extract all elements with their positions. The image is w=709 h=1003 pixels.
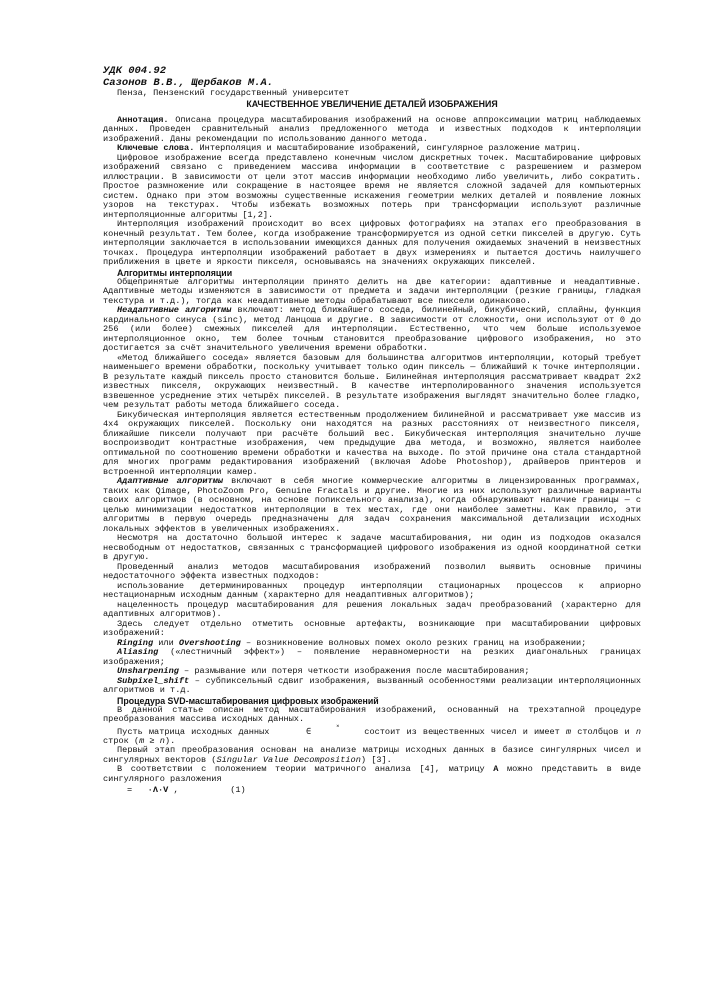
abstract-text: Описана процедура масштабирования изображений на основе аппроксимации матриц наблюдаемых данных. Проведен сравнительный анализ предложенного метода и известных подходов к интерполяции изображений. Даны рекомендации по использованию данного метода. [103,114,641,144]
body-paragraph: Пусть матрица исходных данных ∈ ˟ состоит из вещественных чисел и имеет m столбцов и n строк (m ≥ n). [103,724,641,746]
intro-paragraph: Интерполяция изображений происходит во всех цифровых фотографиях на этапах его преобразования в конечный результат. Тем более, когда изображение трансформируется из одной сетки пикселей в другую. Суть интерполяции заключается в использовании имеющихся данных для получения ожидаемых значений в неизвестных точках. Процедура интерполяции изображений работает в двух измерениях и пытается достичь наилучшего приближения в цвете и яркости пикселя, основываясь на значениях окружающих пикселей. [103,219,641,267]
body-paragraph: Проведенный анализ методов масштабирования изображений позволил выявить основные причины недостаточного эффекта известных подходов: [103,561,641,581]
equation-1: = ·Λ·V , (1) [127,785,246,796]
abstract-label: Аннотация. [117,114,169,125]
authors: Сазонов В.В., Щербаков М.А. [103,76,274,89]
body-paragraph: Здесь следует отдельно отметить основные артефакты, возникающие при масштабировании цифровых изображений: [103,618,641,638]
affiliation: Пенза, Пензенский государственный университет [117,88,350,98]
artifact-item: Aliasing («лестничный эффект») – появление неравномерности на резких диагональных границах изображения; [103,647,641,667]
list-item: нацеленность процедур масштабирования для решения локальных задач преобразований (характерно для адаптивных алгоритмов). [103,599,641,619]
artifact-item: Ringing или Overshooting – возникновение волновых помех около резких границ на изображении; [117,637,587,648]
term-adaptive: Адаптивные алгоритмы [117,476,224,486]
paper-page [103,66,641,796]
keywords-text: Интерполяция и масштабирование изображений, сингулярное разложение матриц. [194,143,582,153]
term-nonadaptive: Неадаптивные алгоритмы [117,305,232,315]
intro-paragraph: Цифровое изображение всегда представлено конечным числом дискретных точек. Масштабирование цифровых изображений связано с приведением массива информации в соответствие с разрешением и размером иллюстрации. В зависимости от цели этот массив информации необходимо либо увеличить, либо сократить. Простое размножение или сокращение в настоящее время не является сложной задачей для компьютерных систем. Однако при этом возможны существенные искажения геометрии мелких деталей и появление ложных узоров на текстурах. Чтобы избежать возможных потерь при трансформации используют различные интерполяционные алгоритмы [1,2]. [103,152,641,220]
abstract [103,116,641,145]
keywords-label: Ключевые слова. [117,143,195,153]
body-paragraph: В соответствии с положением теории матричного анализа [4], матрицу A можно представить в виде сингулярного разложения [103,764,641,784]
body-paragraph: Первый этап преобразования основан на анализе матрицы исходных данных в базисе сингулярных чисел и сингулярных векторов (Singular Value Decomposition) [3]. [103,745,641,765]
body-paragraph: Бикубическая интерполяция является естественным продолжением билинейной и рассматривает уже массив из 4х4 окружающих пикселей. Поскольку они находятся на разных расстояниях от неизвестного пикселя, ближайшие пиксели получают при расчёте больший вес. Бикубическая интерполяция значительно лучше воспроизводит контрастные изображения, чем предыдущие два метода, и возможно, является наиболее оптимальной по соотношению времени обработки и качества на выходе. По этой причине она стала стандартной для многих программ редактирования изображений (включая Adobe Photoshop), драйверов принтеров и встроенной интерполяции камер. [103,409,641,477]
udk-code: УДК 004.92 [103,65,167,77]
body-paragraph: Адаптивные алгоритмы включают в себя многие коммерческие алгоритмы в лицензированных программах, таких как Qimage, PhotoZoom Pro, Genuine Fractals и другие. Многие из них используют различные варианты своих алгоритмов (в основном, на основе попиксельного анализа), когда обнаруживают наличие границы — с целью минимизации недостатков интерполяции в тех местах, где они наиболее заметны. Как правило, эти алгоритмы в первую очередь предназначены для задач сохранения максимальной детализации исходных локальных эффектов в увеличенных изображениях. [103,476,641,534]
equation-number: (1) [230,785,246,796]
paper-title: КАЧЕСТВЕННОЕ УВЕЛИЧЕНИЕ ДЕТАЛЕЙ ИЗОБРАЖЕНИЯ [246,98,498,109]
body-paragraph: Общепринятые алгоритмы интерполяции принято делить на две категории: адаптивные и неадаптивные. Адаптивные методы изменяются в зависимости от предмета и задачи интерполяции (резкие границы, гладкая текстура и т.д.), тогда как неадаптивные методы обрабатывают все пиксели одинаково. [103,276,641,306]
body-paragraph: Неадаптивные алгоритмы включают: метод ближайшего соседа, билинейный, бикубический, сплайны, функция кардинального синуса (sinc), метод Ланцоша и другие. В зависимости от сложности, они используют от 0 до 256 (или более) смежных пикселей для интерполяции. Естественно, что чем больше используемое интерполяционное окно, тем более точным становится преобразование цифрового изображения, но это достигается за счёт значительного увеличения времени обработки. [103,305,641,353]
body-paragraph: В данной статье описан метод масштабирования изображений, основанный на трехэтапной процедуре преобразования массива исходных данных. [103,704,641,724]
body-paragraph: Несмотря на достаточно большой интерес к задаче масштабирования, ни один из подходов оказался несвободным от недостатков, связанных с трансформацией цифрового изображения из одной координатной сетки в другую. [103,533,641,562]
section-heading: Процедура SVD-масштабирования цифровых изображений [117,695,379,706]
list-item: использование детерминированных процедур интерполяции стационарных процессов к априорно нестационарным исходным данным (характерно для неадаптивных алгоритмов); [103,580,641,600]
equation-body: ·Λ·V [147,785,169,796]
artifact-item: Subpixel_shift – субпиксельный сдвиг изображения, вызванный особенностями реализации интерполяционных алгоритмов и т.д. [103,675,641,695]
body-paragraph: «Метод ближайшего соседа» является базовым для большинства алгоритмов интерполяции, который требует наименьшего времени обработки, поскольку учитывает только один пиксель — ближайший к точке интерполяции. В результате каждый пиксель просто становится больше. Билинейная интерполяция рассматривает квадрат 2х2 известных пикселя, окружающих неизвестный. В качестве интерполированного значения используется взвешенное усреднение этих четырёх пикселей. В результате изображения выглядят значительно более гладко, чем результат работы метода ближайшего соседа. [103,352,641,410]
equation-equals: = [127,785,133,796]
section-heading: Алгоритмы интерполяции [117,267,233,278]
artifact-item: Unsharpening – размывание или потеря четкости изображения после масштабирования; [117,666,530,676]
